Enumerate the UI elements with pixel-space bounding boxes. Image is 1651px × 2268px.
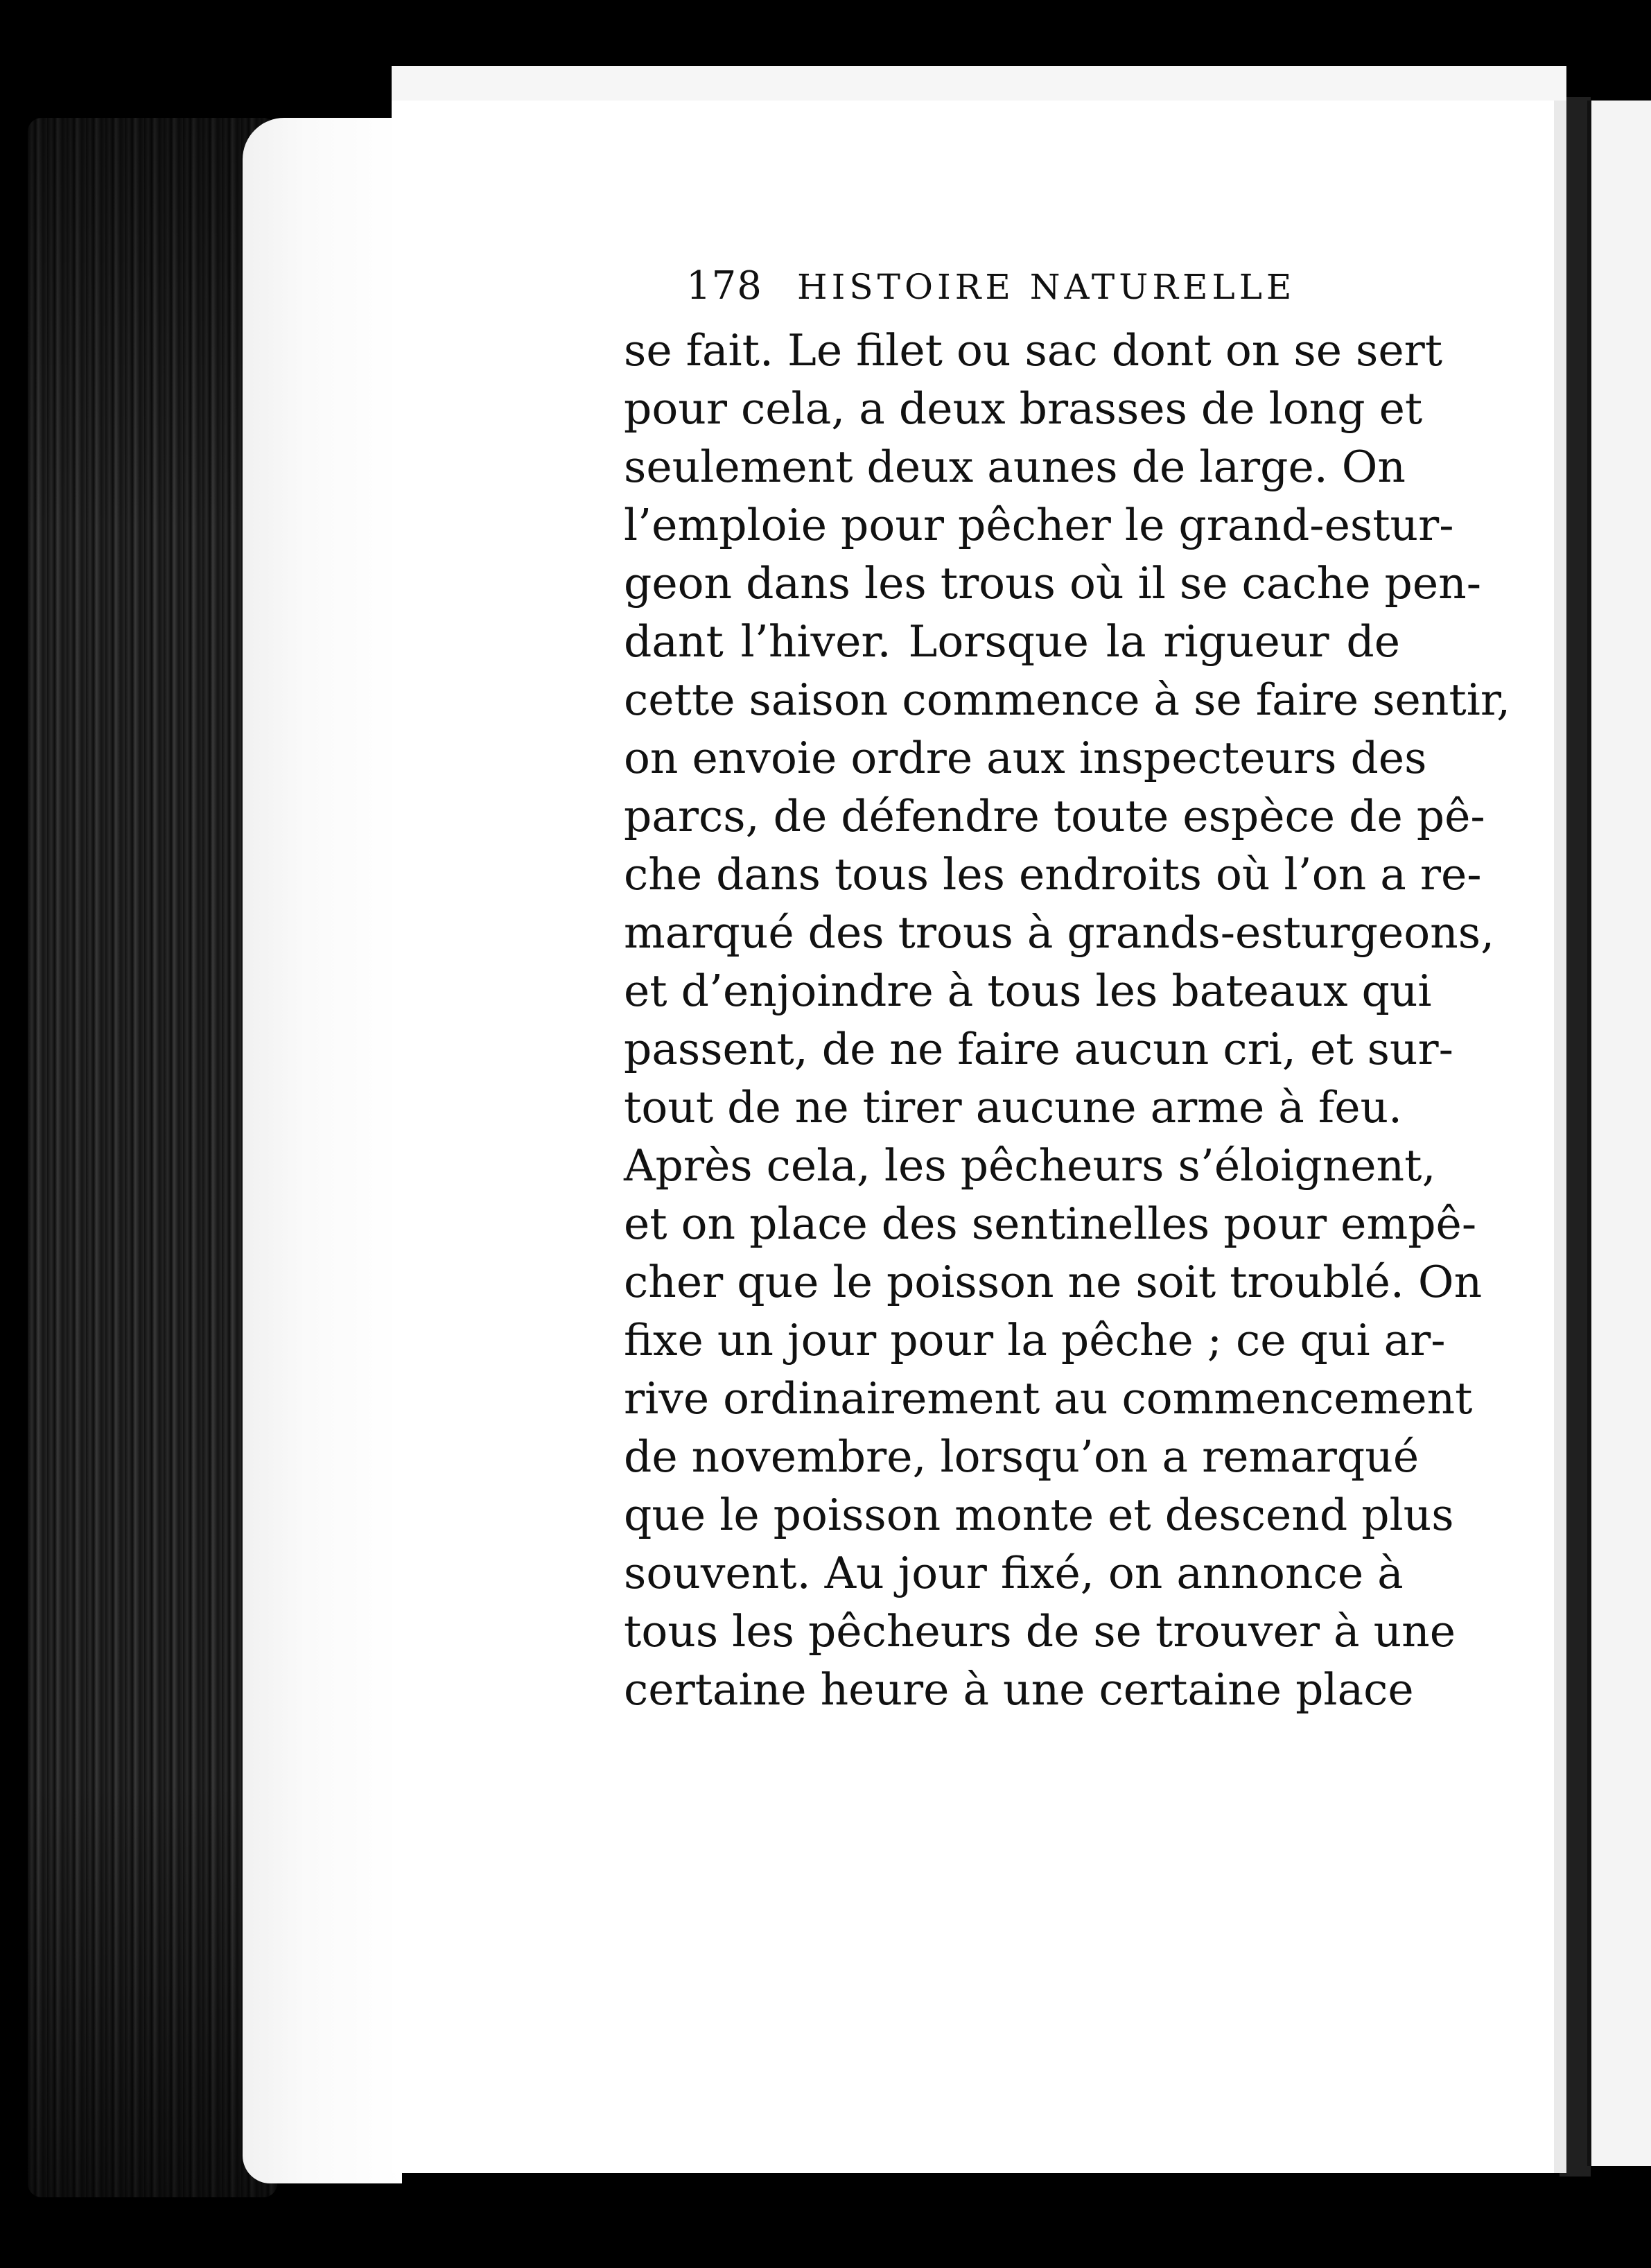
page-edges-left	[28, 118, 277, 2197]
text-line: que le poisson monte et descend plus	[624, 1490, 1454, 1540]
text-line: cette saison commence à se faire sentir,	[624, 674, 1511, 725]
page-fan	[243, 118, 402, 2183]
text-line: tous les pêcheurs de se trouver à une	[624, 1606, 1456, 1657]
text-line: seulement deux aunes de large. On	[624, 442, 1406, 492]
text-line: rive ordinairement au commencement	[624, 1373, 1473, 1424]
text-line: et d’enjoindre à tous les bateaux qui	[624, 966, 1432, 1016]
text-line: passent, de ne faire aucun cri, et sur-	[624, 1024, 1453, 1074]
text-line: Après cela, les pêcheurs s’éloignent,	[624, 1140, 1436, 1191]
text-line: pour cela, a deux brasses de long et	[624, 383, 1423, 434]
adjacent-page	[1587, 101, 1651, 2166]
text-line: de novembre, lorsqu’on a remarqué	[624, 1431, 1419, 1482]
running-title: HISTOIRE NATURELLE	[797, 267, 1296, 307]
text-line: marqué des trous à grands-esturgeons,	[624, 907, 1495, 958]
text-line: souvent. Au jour fixé, on annonce à	[624, 1548, 1404, 1598]
text-line: se fait. Le filet ou sac dont on se sert	[624, 325, 1443, 376]
page-number: 178	[686, 263, 762, 308]
text-line: dant l’hiver. Lorsque la rigueur de	[624, 616, 1400, 667]
running-head	[686, 263, 1469, 322]
page-top-edge	[392, 66, 1566, 101]
text-line: on envoie ordre aux inspecteurs des	[624, 733, 1427, 783]
text-line: et on place des sentinelles pour empê-	[624, 1198, 1477, 1249]
text-line: geon dans les trous où il se cache pen-	[624, 558, 1482, 609]
text-line: l’emploie pour pêcher le grand-estur-	[624, 500, 1454, 550]
text-line: che dans tous les endroits où l’on a re-	[624, 849, 1482, 900]
text-line: tout de ne tirer aucune arme à feu.	[624, 1082, 1403, 1133]
text-line: certaine heure à une certaine place	[624, 1664, 1414, 1715]
text-line: parcs, de défendre toute espèce de pê-	[624, 791, 1485, 841]
text-line: fixe un jour pour la pêche ; ce qui ar-	[624, 1315, 1446, 1366]
page-text	[624, 263, 1511, 1719]
text-line: cher que le poisson ne soit troublé. On	[624, 1257, 1483, 1307]
